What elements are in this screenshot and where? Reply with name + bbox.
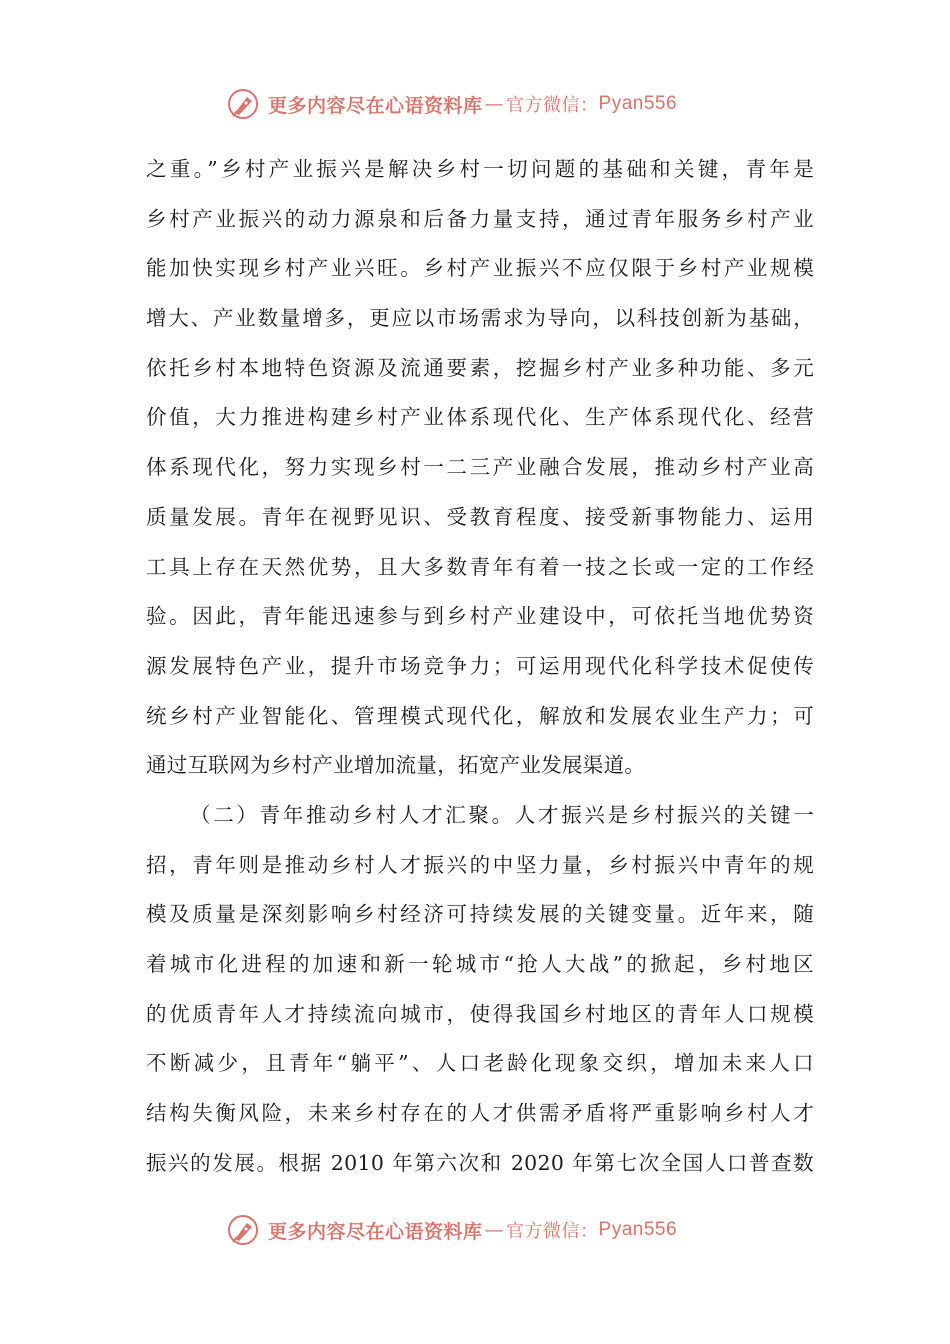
watermark-wechat-id: Pyan556 (598, 1219, 678, 1240)
body-line: 价值，大力推进构建乡村产业体系现代化、生产体系现代化、经营 (146, 405, 814, 430)
body-line: 验。因此，青年能迅速参与到乡村产业建设中，可依托当地优势资 (146, 604, 814, 629)
watermark-footer (226, 1210, 677, 1250)
watermark-wechat-label: 官方微信： (506, 1221, 599, 1242)
pen-nib-logo-icon (226, 87, 260, 121)
body-line: 结构失衡风险，未来乡村存在的人才供需矛盾将严重影响乡村人才 (146, 1101, 814, 1126)
watermark-wechat-id: Pyan556 (598, 93, 678, 114)
body-line: 质量发展。青年在视野见识、受教育程度、接受新事物能力、运用 (146, 504, 814, 529)
body-line: 乡村产业振兴的动力源泉和后备力量支持，通过青年服务乡村产业 (146, 206, 814, 231)
body-line: 体系现代化，努力实现乡村一二三产业融合发展，推动乡村产业高 (146, 455, 814, 480)
body-line: 模及质量是深刻影响乡村经济可持续发展的关键变量。近年来，随 (146, 902, 814, 927)
watermark-site-text: 更多内容尽在心语资料库 (268, 94, 483, 117)
body-line: 增大、产业数量增多，更应以市场需求为导向，以科技创新为基础， (146, 306, 814, 331)
body-line: 着城市化进程的加速和新一轮城市“抢人大战”的掀起，乡村地区 (146, 952, 814, 976)
body-line: 统乡村产业智能化、管理模式现代化，解放和发展农业生产力；可 (146, 703, 814, 728)
document-body (146, 145, 814, 1188)
body-line: 不断减少，且青年“躺平”、人口老龄化现象交织，增加未来人口 (146, 1051, 814, 1076)
body-line: 振兴的发展。根据 2010 年第六次和 2020 年第七次全国人口普查数 (146, 1150, 814, 1175)
body-line: 招，青年则是推动乡村人才振兴的中坚力量，乡村振兴中青年的规 (146, 852, 814, 877)
body-line-paragraph-end: 通过互联网为乡村产业增加流量，拓宽产业发展渠道。 (146, 753, 646, 778)
body-line: 的优质青年人才持续流向城市，使得我国乡村地区的青年人口规模 (146, 1001, 814, 1026)
section-heading-line: （二）青年推动乡村人才汇聚。人才振兴是乡村振兴的关键一 (190, 802, 814, 827)
watermark-wechat-label: 官方微信： (506, 95, 599, 116)
watermark-site-text: 更多内容尽在心语资料库 (268, 1220, 483, 1243)
body-line: 能加快实现乡村产业兴旺。乡村产业振兴不应仅限于乡村产业规模 (146, 256, 814, 281)
body-line: 之重。”乡村产业振兴是解决乡村一切问题的基础和关键，青年是 (146, 157, 814, 181)
watermark-dash: — (484, 1219, 505, 1241)
body-line: 源发展特色产业，提升市场竞争力；可运用现代化科学技术促使传 (146, 653, 814, 678)
pen-nib-logo-icon (226, 1213, 260, 1247)
watermark-header (226, 84, 677, 124)
watermark-dash: — (484, 93, 505, 115)
body-line: 依托乡村本地特色资源及流通要素，挖掘乡村产业多种功能、多元 (146, 355, 814, 380)
body-line: 工具上存在天然优势，且大多数青年有着一技之长或一定的工作经 (146, 554, 814, 579)
